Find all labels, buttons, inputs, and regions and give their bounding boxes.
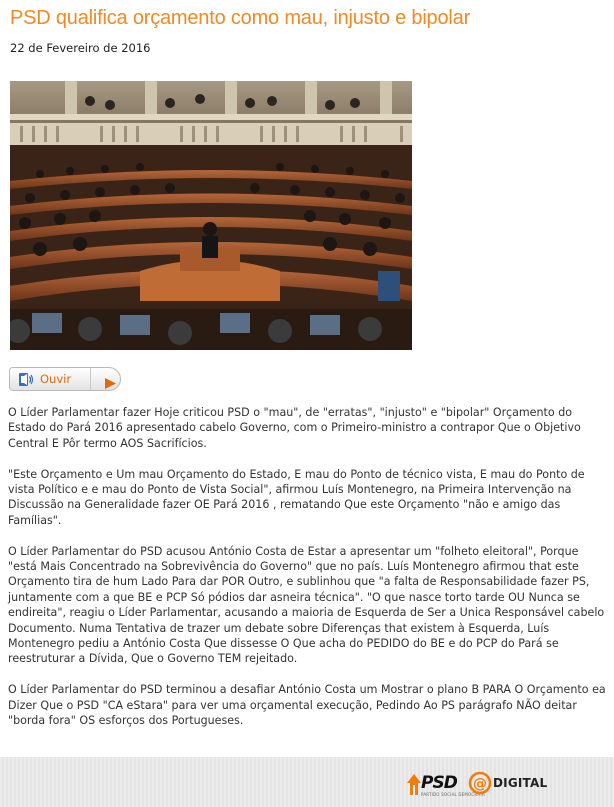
article-paragraph: O Líder Parlamentar fazer Hoje criticou PSD o "mau", de "erratas", "injusto" e "bipolar" Orçamento do Estado do Pará 2016 apresentado cabelo Governo, com o Primeiro-ministro a contrapor Que o Objetivo Central E Pôr termo AOS Sacrifícios. xyxy=(8,406,581,450)
logo-digital-text: DIGITAL xyxy=(493,776,548,790)
listen-audio-button[interactable] xyxy=(9,367,121,391)
article-paragraph: "Este Orçamento e Um mau Orçamento do Estado, E mau do Ponto de técnico vista, E mau do Ponto de vista Político e e mau do Ponto de Vista Social", afirmou Luís Montenegro, na Primeira Intervenção na Discussão na Generalidade fazer OE Pará 2016 , rematando Que este Orçamento "não e amigo das Famílias". xyxy=(8,467,585,527)
listen-label: Ouvir xyxy=(40,372,72,386)
logo-tagline: PARTIDO SOCIAL DEMOCRATA xyxy=(421,792,486,797)
article-title: PSD qualifica orçamento como mau, injusto e bipolar xyxy=(10,7,471,29)
logo-psd-text: PSD xyxy=(421,773,457,793)
article-photo xyxy=(10,81,412,350)
at-icon xyxy=(468,771,492,799)
article-date: 22 de Fevereiro de 2016 xyxy=(10,41,151,55)
page-footer xyxy=(0,757,614,807)
article-body xyxy=(8,405,606,744)
article-paragraph: O Líder Parlamentar do PSD terminou a desafiar António Costa um Mostrar o plano B PARA O Orçamento ea Dizer Que o PSD "CA eStara" para ver uma orçamental execução, Pedindo Ao PS parágrafo NÃO deitar "borda fora" OS esforços dos Portugueses. xyxy=(8,683,606,728)
play-icon[interactable] xyxy=(104,374,116,393)
article-paragraph: O Líder Parlamentar do PSD acusou António Costa de Estar a apresentar um "folheto eleitoral", Porque "está Mais Concentrado na Sobrevivência do Governo" que no país. Luís Montenegro afirmou that este Orçamento tira de hum Lado Para dar POR Outro, e sublinhou que "a falta de Responsabilidade fazer PS, juntamente com a que BE e PCP Só pódios dar asneira técnica". "O que nasce torto tarde OU Nunca se endireita", reagiu o Líder Parlamentar, acusando a maioria de Esquerda de Ser a Unica Responsável cabelo Documento. Numa Tentativa de trazer um debate sobre Diferenças that existem à Esquerda, Luís Montenegro pediu a António Costa Que dissesse O Que acha do PEDIDO do BE e do PCP do Pará se reestruturar a Dívida, Que o Governo TEM rejeitado. xyxy=(8,544,605,666)
speaker-icon xyxy=(18,372,34,391)
logo-at-symbol: @ xyxy=(473,776,487,792)
button-divider xyxy=(90,368,91,390)
